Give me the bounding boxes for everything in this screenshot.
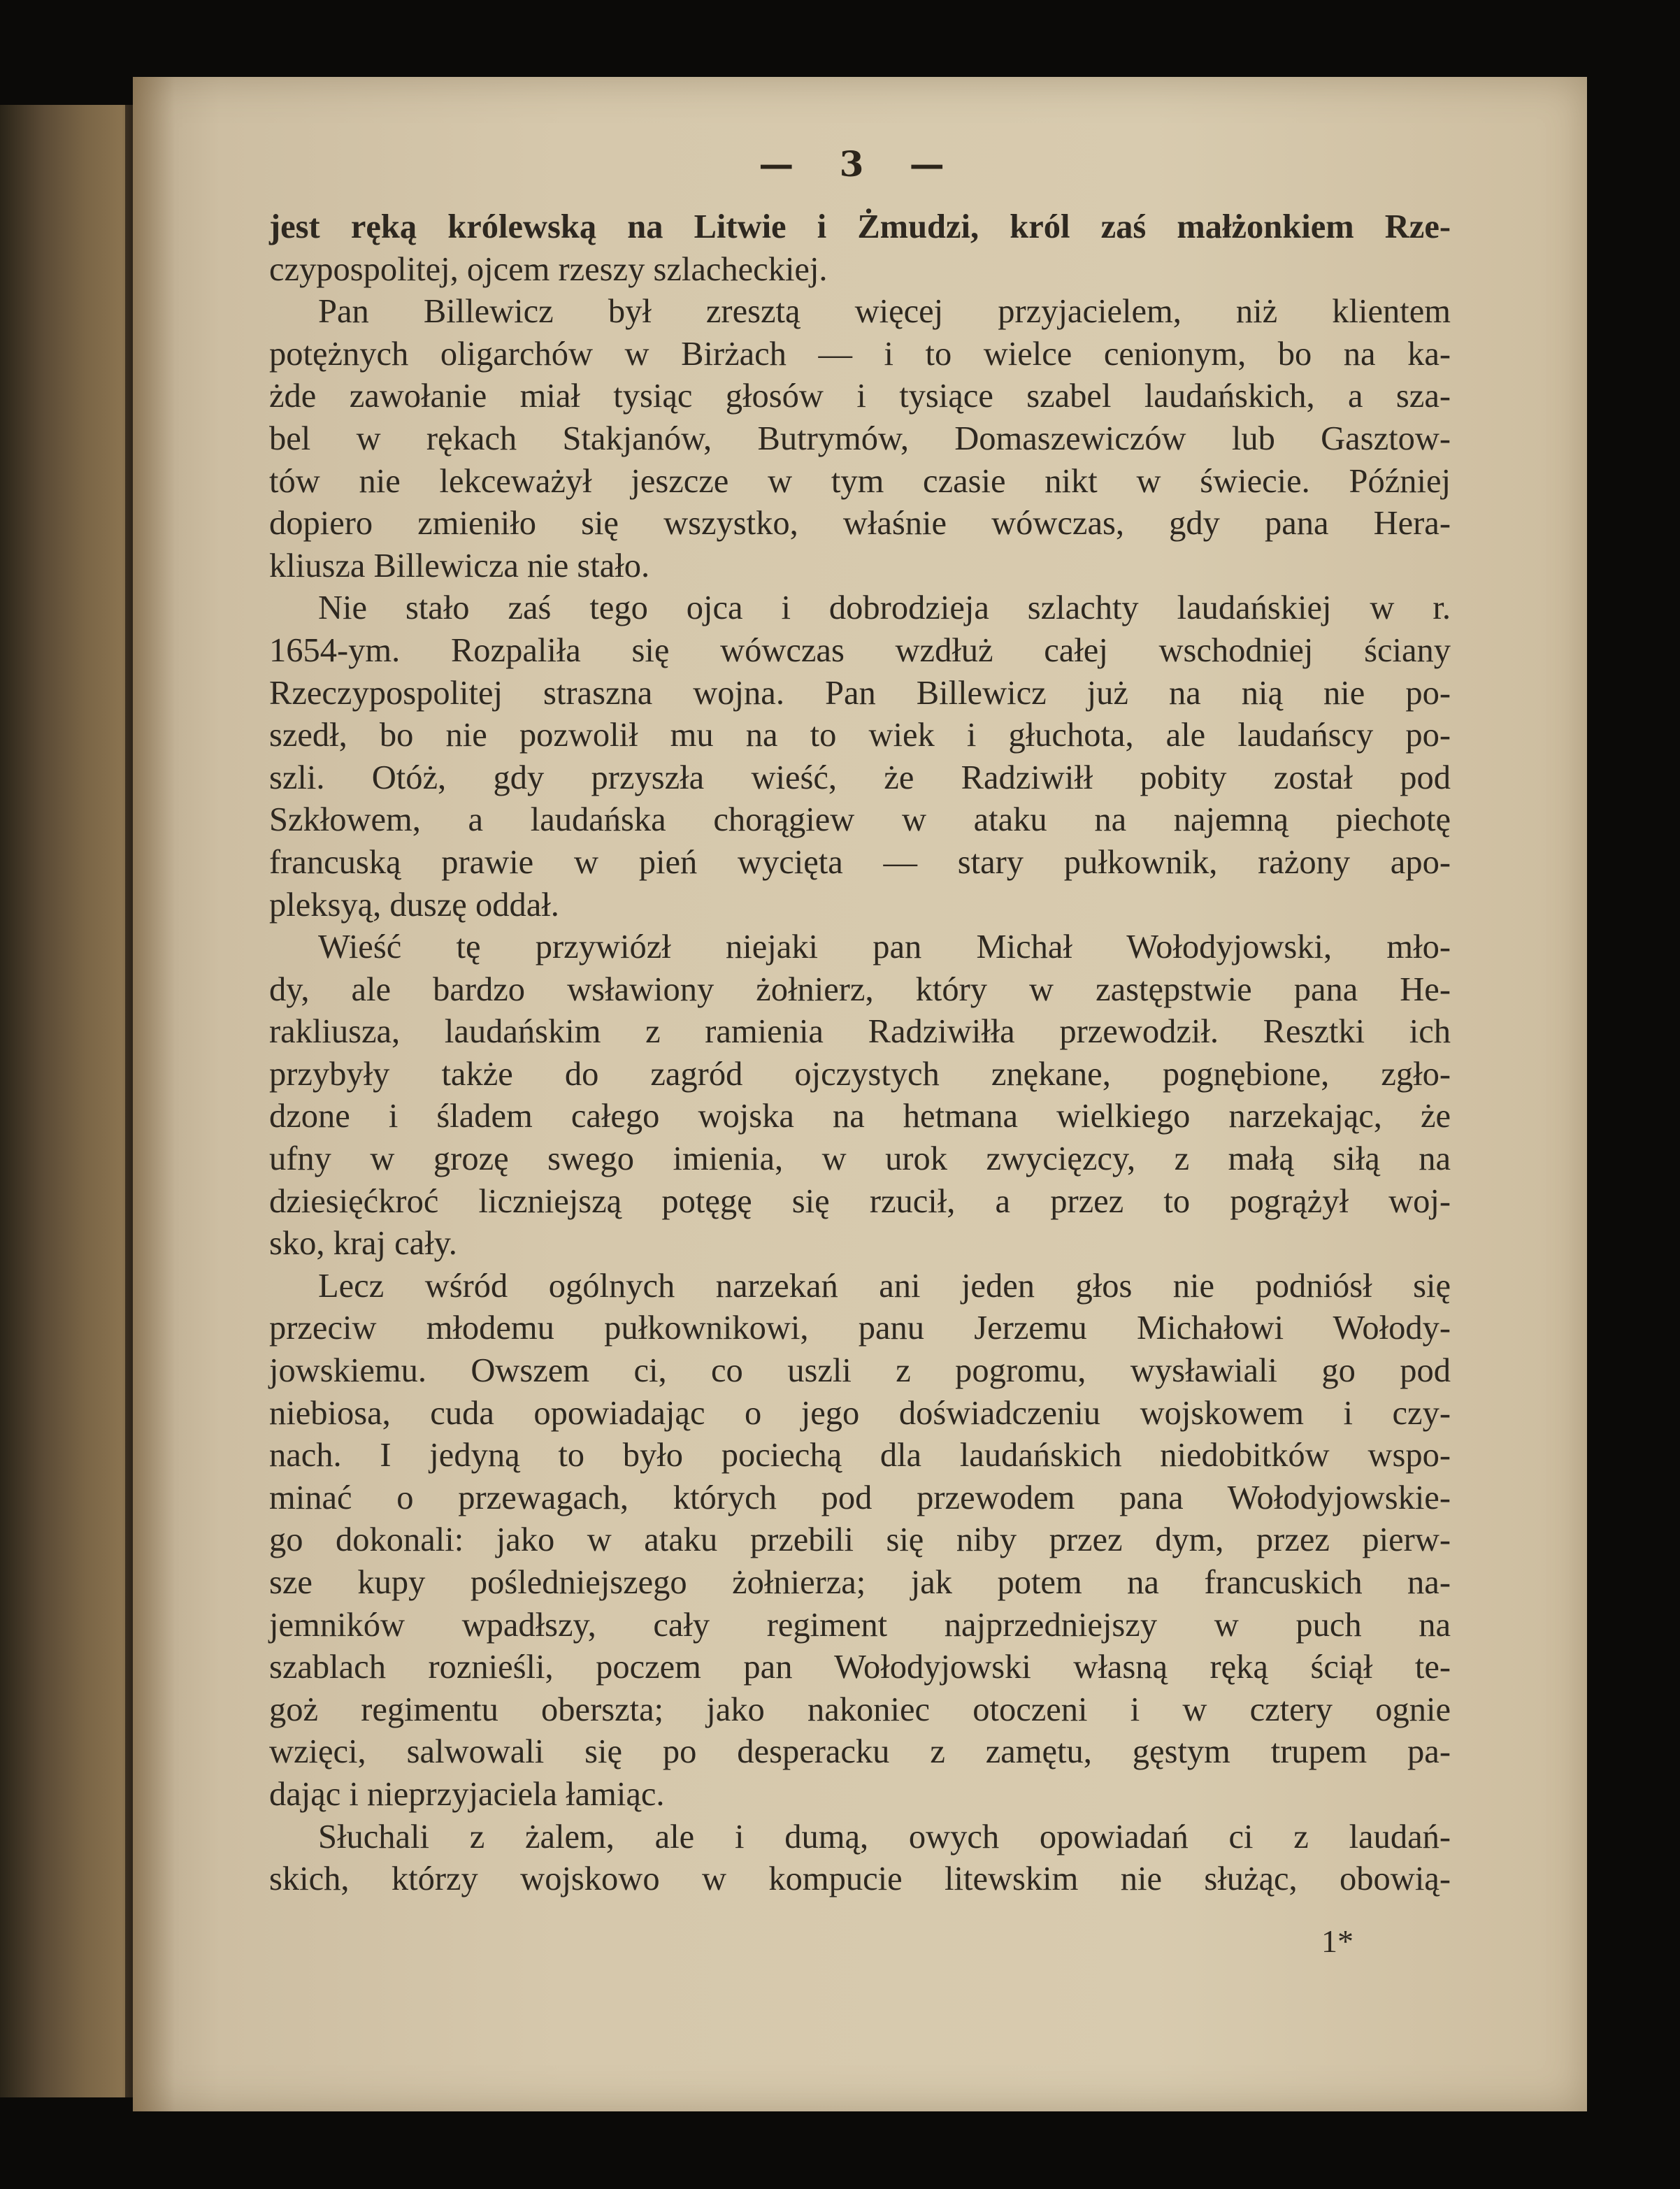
text-line: Wieść tę przywiózł niejaki pan Michał Wołodyjowski, mło-	[318, 928, 1451, 966]
text-line: Lecz wśród ogólnych narzekań ani jeden głos nie podniósł się	[318, 1267, 1451, 1305]
text-line: ufny w grozę swego imienia, w urok zwycięzcy, z małą siłą na	[269, 1140, 1451, 1178]
text-line: bel w rękach Stakjanów, Butrymów, Domaszewiczów lub Gasztow-	[269, 419, 1451, 457]
page-body-text	[269, 206, 1451, 1901]
text-line: Szkłowem, a laudańska chorągiew w ataku na najemną piechotę	[269, 801, 1451, 839]
text-line: nach. I jedyną to było pociechą dla laudańskich niedobitków wspo-	[269, 1437, 1451, 1474]
book-page	[133, 77, 1587, 2111]
text-line: goż regimentu obersztа; jako nakoniec otoczeni i w cztery ognie	[269, 1691, 1451, 1728]
text-line: niebiosa, cuda opowiadając o jego doświadczeniu wojskowem i czy-	[269, 1394, 1451, 1432]
text-line: francuską prawie w pień wycięta — stary pułkownik, rażony apo-	[269, 843, 1451, 881]
text-line: go dokonali: jako w ataku przebili się niby przez dym, przez pierw-	[269, 1521, 1451, 1559]
text-line: skich, którzy wojskowo w kompucie litewskim nie służąc, obowią-	[269, 1860, 1451, 1898]
text-line: sze kupy pośledniejszego żołnierza; jak potem na francuskich na-	[269, 1564, 1451, 1601]
text-line: jest ręką królewską na Litwie i Żmudzi, król zaś małżonkiem Rze-	[269, 208, 1451, 245]
text-line: szedł, bo nie pozwolił mu na to wiek i głuchota, ale laudańscy po-	[269, 717, 1451, 754]
text-line: przybyły także do zagród ojczystych znękane, pognębione, zgło-	[269, 1055, 1451, 1093]
text-line: Pan Billewicz był zresztą więcej przyjacielem, niż klientem	[318, 293, 1451, 331]
text-line: szablach roznieśli, poczem pan Wołodyjowski własną ręką ściął te-	[269, 1649, 1451, 1686]
text-line: dziesięćkroć liczniejszą potęgę się rzucił, a przez to pogrążył woj-	[269, 1182, 1451, 1220]
text-line: potężnych oligarchów w Birżach — i to wielce cenionym, bo na ka-	[269, 335, 1451, 373]
text-line: 1654-ym. Rozpaliła się wówczas wzdłuż całej wschodniej ściany	[269, 631, 1451, 669]
text-line: szli. Otóż, gdy przyszła wieść, że Radziwiłł pobity został pod	[269, 759, 1451, 796]
text-line: rakliusza, laudańskim z ramienia Radziwiłła przewodził. Resztki ich	[269, 1013, 1451, 1051]
text-line: wzięci, salwowali się po desperacku z zamętu, gęstym trupem pa-	[269, 1733, 1451, 1771]
text-line: jemników wpadłszy, cały regiment najprzedniejszy w puch na	[269, 1606, 1451, 1644]
text-line: żde zawołanie miał tysiąc głosów i tysiące szabel laudańskich, a sza-	[269, 378, 1451, 415]
text-line: minać o przewagach, których pod przewodem pana Wołodyjowskie-	[269, 1479, 1451, 1516]
text-line: Słuchali z żalem, ale i dumą, owych opowiadań ci z laudań-	[318, 1818, 1451, 1856]
text-line: tów nie lekceważył jeszcze w tym czasie nikt w świecie. Później	[269, 462, 1451, 500]
text-line: dopiero zmieniło się wszystko, właśnie wówczas, gdy pana Hera-	[269, 505, 1451, 543]
text-line: Nie stało zaś tego ojca i dobrodzieja szlachty laudańskiej w r.	[318, 589, 1451, 627]
text-line: jowskiemu. Owszem ci, co uszli z pogromu, wysławiali go pod	[269, 1352, 1451, 1390]
text-line: Rzeczypospolitej straszna wojna. Pan Billewicz już na nią nie po-	[269, 674, 1451, 712]
text-line: pleksyą, duszę oddał.	[269, 886, 559, 924]
text-line: dając i nieprzyjaciela łamiąc.	[269, 1775, 665, 1813]
previous-page-edge	[0, 105, 143, 2097]
page-number: — 3 —	[759, 143, 961, 185]
text-line: sko, kraj cały.	[269, 1225, 457, 1263]
signature-mark: 1*	[1321, 1923, 1354, 1959]
text-line: dy, ale bardzo wsławiony żołnierz, który w zastępstwie pana He-	[269, 970, 1451, 1008]
text-line: przeciw młodemu pułkownikowi, panu Jerzemu Michałowi Wołody-	[269, 1309, 1451, 1347]
text-line: kliusza Billewicza nie stało.	[269, 547, 650, 584]
text-line: dzone i śladem całego wojska na hetmana wielkiego narzekając, że	[269, 1098, 1451, 1135]
text-line: czypospolitej, ojcem rzeszy szlacheckiej.	[269, 250, 828, 288]
